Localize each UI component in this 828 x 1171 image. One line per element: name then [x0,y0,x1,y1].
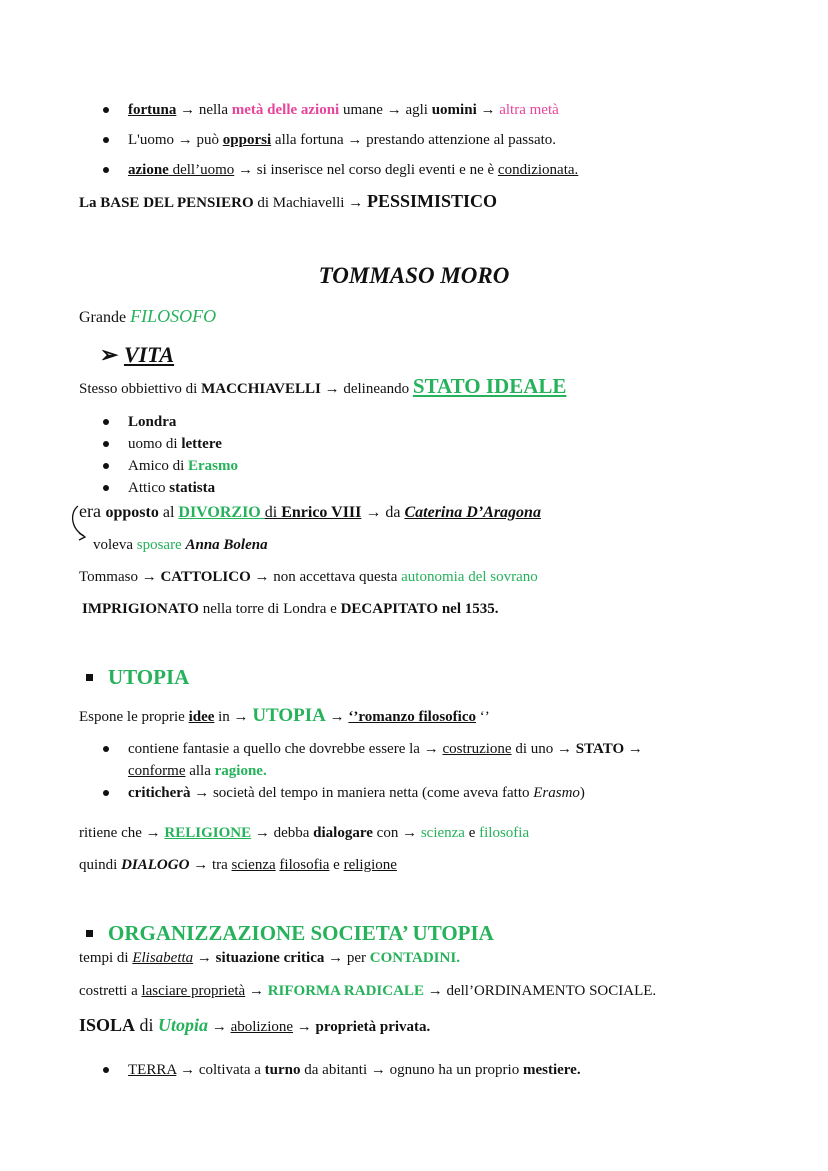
term: RELIGIONE [164,825,252,841]
text: in → [214,709,253,725]
utopia-item-costruzione [128,739,643,759]
section-utopia-heading: UTOPIA [108,665,190,689]
text: alla [185,763,215,779]
text: → si inserisce nel corso degli eventi e ne è [234,162,498,178]
arrow-bullet-icon: ➢ [100,342,119,367]
text: dell’uomo [168,162,235,178]
costretti-line [79,981,656,1001]
term: STATO [575,741,625,757]
text: Tommaso → [79,569,161,585]
term-pink: altra metà [499,102,559,118]
term: Erasmo [533,785,580,801]
term: Elisabetta [132,950,194,966]
term: scienza [420,825,465,841]
text: al [158,504,179,521]
text: di Machiavelli → [253,195,367,211]
term: mestiere. [522,1062,581,1078]
text: Espone le proprie [79,709,189,725]
term: lettere [181,436,222,452]
term: azione [128,162,169,178]
text: e [464,825,480,841]
text: → [193,950,216,966]
term: DECAPITATO nel 1535. [340,601,499,617]
intro-line [79,306,216,328]
text: → [624,741,643,757]
term: filosofia [279,857,330,873]
term: criticherà [128,785,191,801]
term: Caterina D’Aragona [404,504,541,521]
term: sposare [136,537,182,553]
text: tempi di [79,950,133,966]
term: STATO IDEALE [412,374,567,398]
text: → coltivata a [176,1062,265,1078]
term: opposto [105,504,159,521]
term: PESSIMISTICO [366,191,497,211]
text: ) [579,785,585,801]
obiettivo-line [79,374,566,401]
term: RIFORMA RADICALE [267,983,424,999]
text: umane → agli [339,102,432,118]
term: condizionata. [497,162,579,178]
bolena-line [93,535,268,555]
heading-label: VITA [123,342,175,367]
text: → non accettava questa [250,569,402,585]
dialogo-line [79,855,397,875]
religione-line [79,823,529,843]
term: filosofia [479,825,530,841]
term: uomini [431,102,477,118]
cattolico-line [79,567,538,587]
bullet-icon [103,485,109,491]
bullet-icon [103,441,109,447]
term: autonomia del sovrano [401,569,538,585]
term: FILOSOFO [130,306,217,326]
text: → [208,1019,231,1035]
text: costretti a [79,983,142,999]
text: da abitanti → ognuno ha un proprio [300,1062,523,1078]
term: opporsi [222,132,272,148]
term: ragione. [214,763,267,779]
vita-item-lettere [128,434,222,454]
term: DIVORZIO [178,504,265,521]
utopia-item-criticherà [128,783,585,803]
term: turno [264,1062,301,1078]
term: UTOPIA [252,705,326,726]
term: CONTADINI. [369,950,460,966]
text: quindi [79,857,122,873]
bullet-icon [103,137,109,143]
text: di [264,504,282,521]
text: Attico [128,480,170,496]
text: → delineando [320,381,413,397]
term: CATTOLICO [160,569,251,585]
term: dialogare [313,825,373,841]
text: → per [324,950,370,966]
text: ‘’ [476,709,490,725]
bullet-icon [103,463,109,469]
text: alla fortuna → prestando attenzione al passato. [271,132,557,148]
term: costruzione [442,741,512,757]
text: era [79,501,106,521]
term: idee [188,709,215,725]
term: proprietà privata. [315,1019,431,1035]
text: con → [372,825,421,841]
square-bullet-icon [86,674,93,681]
term: IMPRIGIONATO [82,601,199,617]
text: → tra [189,857,232,873]
page-title: TOMMASO MORO [318,263,510,288]
text: e [329,857,344,873]
square-bullet-icon [86,930,93,937]
text: contiene fantasie a quello che dovrebbe essere la → [128,741,443,757]
vita-item-erasmo [128,456,238,476]
text: → [325,709,349,725]
text: → debba [251,825,314,841]
bullet-icon [103,1067,109,1073]
section-organizzazione-heading: ORGANIZZAZIONE SOCIETA’ UTOPIA [108,921,494,945]
term: scienza [231,857,276,873]
divorzio-line [79,501,541,523]
vita-item-londra: Londra [128,414,177,430]
term: La BASE DEL PENSIERO [79,195,254,211]
text: → nella [176,102,232,118]
terra-item [128,1060,581,1080]
term: DIALOGO [121,857,190,873]
tempi-line [79,948,460,968]
espone-line [79,704,490,729]
imprigionato-line [82,599,499,619]
term: fortuna [128,102,177,118]
bullet-icon [103,790,109,796]
text: Stesso obbiettivo di [79,381,202,397]
term: situazione critica [215,950,325,966]
term: abolizione [230,1019,294,1035]
text: → dell’ORDINAMENTO SOCIALE. [423,983,657,999]
isola-line [79,1013,430,1039]
term: Utopia [158,1015,209,1035]
bullet-fortuna [128,100,559,120]
term: religione [343,857,397,873]
term: lasciare proprietà [141,983,246,999]
term: ‘’romanzo filosofico [348,709,476,725]
bullet-uomo [128,130,556,150]
utopia-item-costruzione-cont [128,761,267,781]
text: Amico di [128,458,188,474]
bullet-azione [128,160,578,180]
term: MACCHIAVELLI [201,381,321,397]
text: → [293,1019,316,1035]
text: voleva [93,537,137,553]
bullet-icon [103,107,109,113]
text: di uno → [511,741,576,757]
term: Enrico VIII [281,504,362,521]
text: L'uomo → può [128,132,223,148]
term: Erasmo [188,458,238,474]
term: TERRA [128,1062,177,1078]
text: di [135,1015,159,1035]
text: Grande [79,309,131,326]
term: Anna Bolena [185,537,268,553]
section-vita-heading [100,342,174,368]
bullet-icon [103,419,109,425]
term: ISOLA [79,1015,136,1035]
text: → da [361,504,405,521]
text: → [245,983,268,999]
bullet-icon [103,167,109,173]
bullet-icon [103,746,109,752]
text: → [476,102,500,118]
term: statista [169,480,216,496]
text: ritiene che → [79,825,165,841]
base-pensiero-line [79,191,497,213]
term: conforme [128,763,186,779]
term-pink: metà delle azioni [231,102,340,118]
text: nella torre di Londra e [198,601,341,617]
vita-item-statista [128,478,215,498]
text: → società del tempo in maniera netta (come aveva fatto [190,785,534,801]
text: uomo di [128,436,182,452]
